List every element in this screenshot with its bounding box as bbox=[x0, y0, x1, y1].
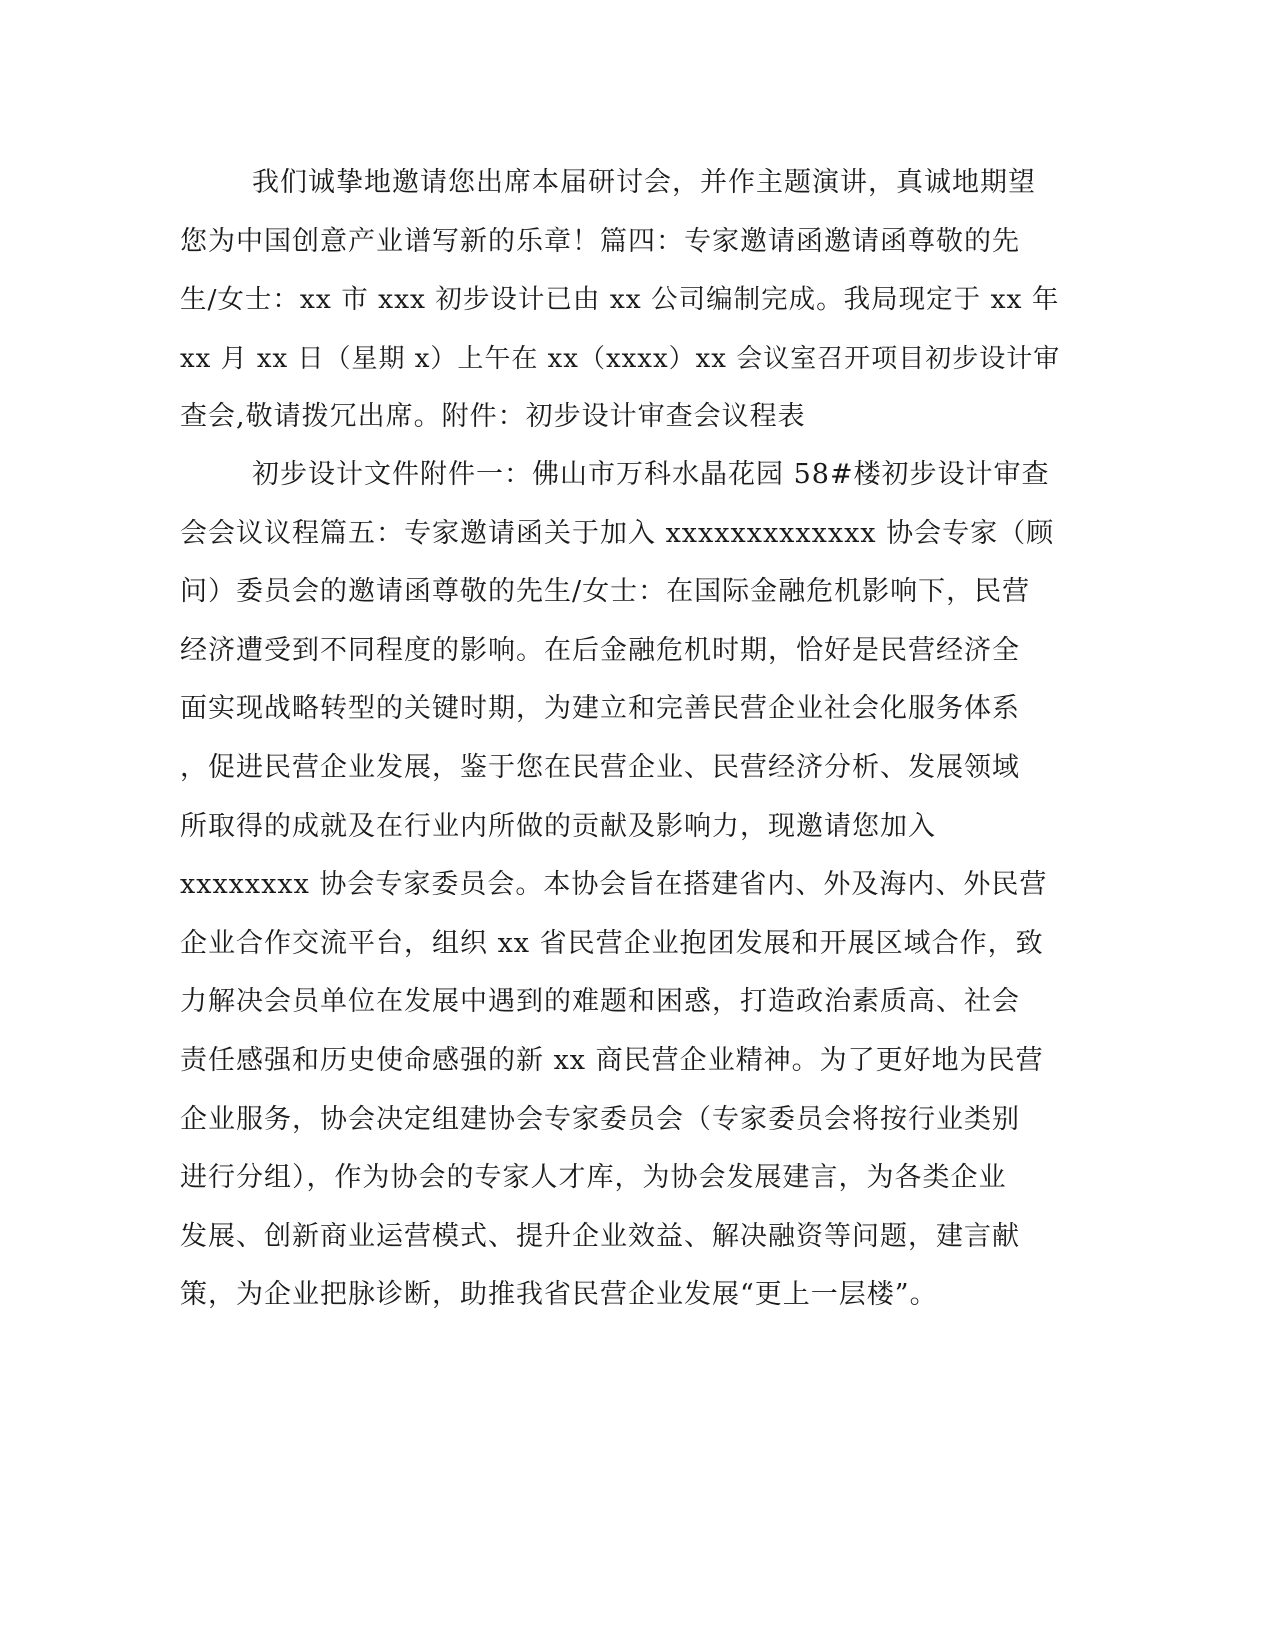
text-line: 力解决会员单位在发展中遇到的难题和困惑，打造政治素质高、社会 bbox=[180, 986, 1020, 1018]
text-line: ，促进民营企业发展，鉴于您在民营企业、民营经济分析、发展领域 bbox=[180, 751, 1020, 783]
text-line: 查会,敬请拨冗出席。附件：初步设计审查会议程表 bbox=[180, 401, 806, 433]
text-line: 发展、创新商业运营模式、提升企业效益、解决融资等问题，建言献 bbox=[180, 1220, 1020, 1252]
text-line: 企业合作交流平台，组织 xx 省民营企业抱团发展和开展区域合作，致 bbox=[180, 927, 1044, 959]
text-line: xx 月 xx 日（星期 x）上午在 xx（xxxx）xx 会议室召开项目初步设计审 bbox=[180, 343, 1061, 374]
text-line: 责任感强和历史使命感强的新 xx 商民营企业精神。为了更好地为民营 bbox=[180, 1044, 1044, 1076]
text-line: 生/女士：xx 市 xxx 初步设计已由 xx 公司编制完成。我局现定于 xx 年 bbox=[180, 284, 1060, 316]
text-line: 经济遭受到不同程度的影响。在后金融危机时期，恰好是民营经济全 bbox=[180, 634, 1020, 666]
text-line: 进行分组），作为协会的专家人才库，为协会发展建言，为各类企业 bbox=[180, 1162, 1007, 1194]
text-line: xxxxxxxx 协会专家委员会。本协会旨在搭建省内、外及海内、外民营 bbox=[180, 869, 1048, 901]
paragraph-expert-committee-invitation bbox=[180, 446, 1060, 1325]
paragraph-invitation-keynote bbox=[180, 154, 1060, 447]
text-line: 面实现战略转型的关键时期，为建立和完善民营企业社会化服务体系 bbox=[180, 693, 1020, 725]
text-line: 策，为企业把脉诊断，助推我省民营企业发展“更上一层楼”。 bbox=[180, 1279, 938, 1311]
text-line: 会会议议程篇五：专家邀请函关于加入 xxxxxxxxxxxxx 协会专家（顾 bbox=[180, 517, 1055, 549]
text-line: 我们诚挚地邀请您出席本届研讨会，并作主题演讲，真诚地期望 bbox=[252, 167, 1036, 198]
text-line: 所取得的成就及在行业内所做的贡献及影响力，现邀请您加入 bbox=[180, 810, 936, 842]
text-line: 您为中国创意产业谱写新的乐章！篇四：专家邀请函邀请函尊敬的先 bbox=[180, 225, 1020, 257]
text-line: 企业服务，协会决定组建协会专家委员会（专家委员会将按行业类别 bbox=[180, 1103, 1020, 1135]
text-line: 问）委员会的邀请函尊敬的先生/女士：在国际金融危机影响下，民营 bbox=[180, 576, 1031, 608]
text-line: 初步设计文件附件一：佛山市万科水晶花园 58#楼初步设计审查 bbox=[252, 459, 1050, 490]
